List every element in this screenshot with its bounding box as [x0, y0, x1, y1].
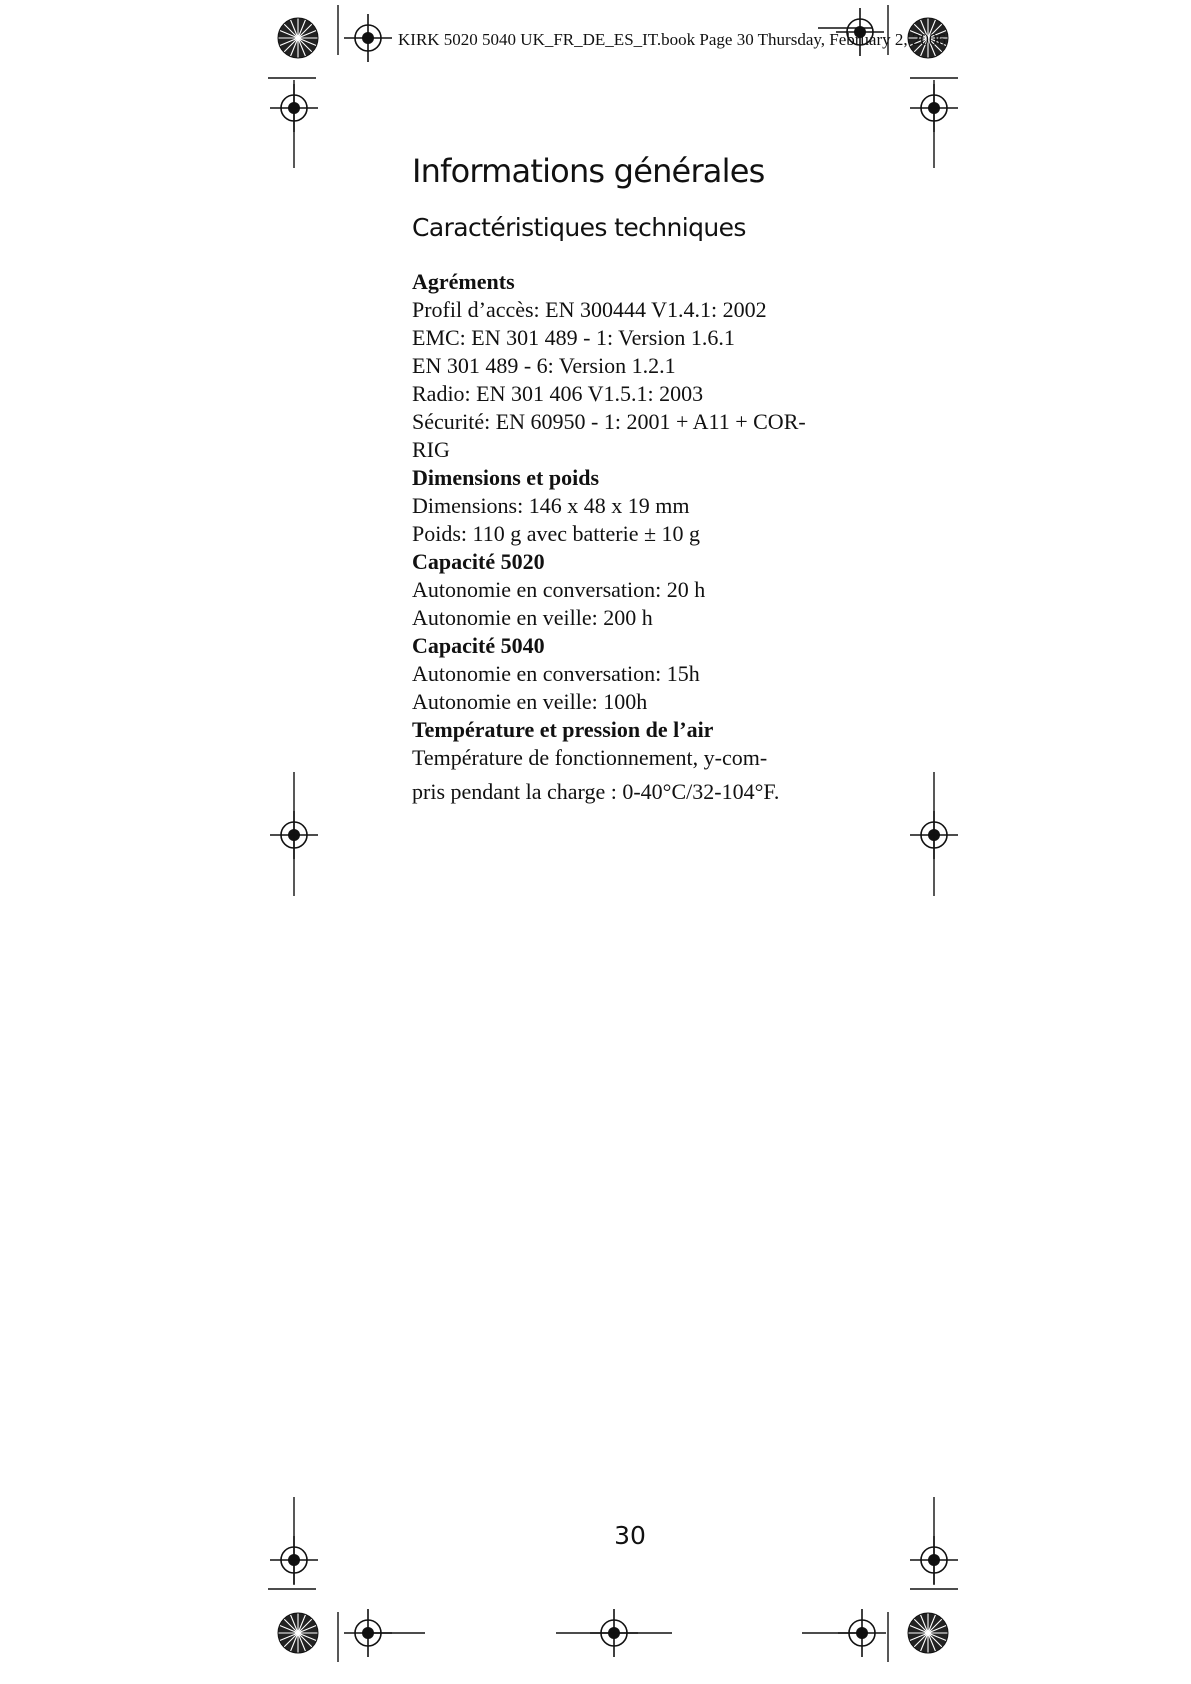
spec-heading-agrements: Agréments [412, 269, 515, 294]
spec-line: RIG [412, 437, 450, 462]
spec-line: EMC: EN 301 489 - 1: Version 1.6.1 [412, 325, 735, 350]
registration-mark-icon [910, 811, 958, 859]
spec-line: Profil d’accès: EN 300444 V1.4.1: 2002 [412, 297, 767, 322]
registration-mark-icon [270, 84, 318, 132]
print-slug: KIRK 5020 5040 UK_FR_DE_ES_IT.book Page 30 Thursday, February 2, 2006 [398, 30, 946, 49]
spec-line: Température de fonctionnement, y-com- [412, 745, 768, 770]
star-target-icon [908, 1613, 948, 1653]
spec-heading-dimensions: Dimensions et poids [412, 465, 600, 490]
page-title: Informations générales [412, 152, 765, 190]
star-target-icon [278, 18, 318, 58]
spec-heading-capacite-5020: Capacité 5020 [412, 549, 545, 574]
registration-mark-icon [910, 1536, 958, 1584]
spec-list [412, 268, 832, 806]
spec-line: EN 301 489 - 6: Version 1.2.1 [412, 353, 676, 378]
section-title: Caractéristiques techniques [412, 213, 746, 242]
spec-line: Autonomie en veille: 100h [412, 689, 648, 714]
spec-line: pris pendant la charge : 0-40°C/32-104°F. [412, 779, 780, 804]
registration-mark-icon [590, 1609, 638, 1657]
spec-line: Radio: EN 301 406 V1.5.1: 2003 [412, 381, 704, 406]
registration-mark-icon [270, 811, 318, 859]
spec-heading-temperature: Température et pression de l’air [412, 717, 714, 742]
spec-line: Autonomie en veille: 200 h [412, 605, 653, 630]
spec-heading-capacite-5040: Capacité 5040 [412, 633, 545, 658]
page-number: 30 [614, 1521, 646, 1550]
spec-line: Dimensions: 146 x 48 x 19 mm [412, 493, 690, 518]
registration-mark-icon [344, 14, 392, 62]
spec-line: Sécurité: EN 60950 - 1: 2001 + A11 + COR- [412, 409, 806, 434]
spec-line: Autonomie en conversation: 15h [412, 661, 700, 686]
spec-line: Autonomie en conversation: 20 h [412, 577, 706, 602]
spec-line: Poids: 110 g avec batterie ± 10 g [412, 521, 701, 546]
registration-mark-icon [910, 84, 958, 132]
registration-mark-icon [270, 1536, 318, 1584]
star-target-icon [278, 1613, 318, 1653]
registration-mark-icon [838, 1609, 886, 1657]
